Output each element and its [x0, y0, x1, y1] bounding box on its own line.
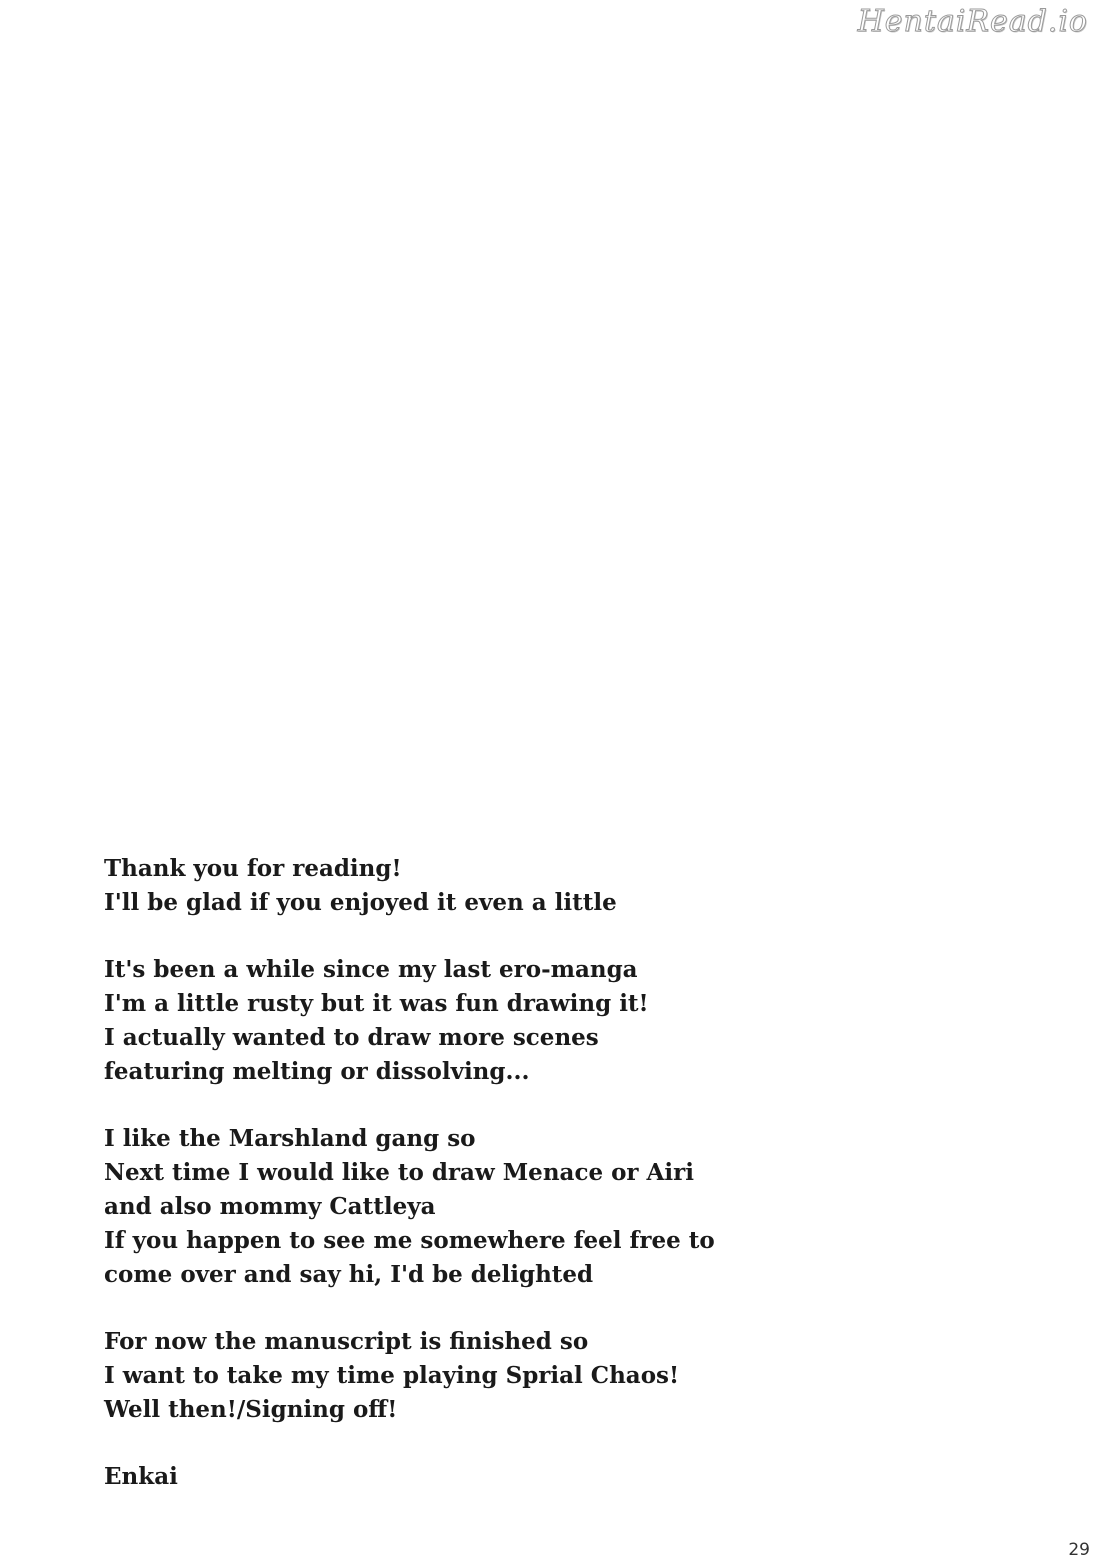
afterword-text: [104, 852, 824, 1494]
author-signature: Enkai: [104, 1463, 178, 1491]
paragraph-drawing: [104, 953, 824, 1088]
text-line: and also mommy Cattleya: [104, 1192, 436, 1220]
text-line: I want to take my time playing Sprial Chaos!: [104, 1361, 680, 1389]
text-line: I'm a little rusty but it was fun drawing it!: [104, 990, 649, 1018]
text-line: I like the Marshland gang so: [104, 1125, 476, 1153]
text-line: It's been a while since my last ero-manga: [104, 956, 638, 984]
text-line: If you happen to see me somewhere feel free to: [104, 1226, 715, 1254]
paragraph-thanks: [104, 852, 824, 920]
watermark: HentaiRead.io: [857, 4, 1088, 39]
text-line: featuring melting or dissolving...: [104, 1057, 530, 1085]
text-line: For now the manuscript is finished so: [104, 1328, 589, 1356]
paragraph-next-time: [104, 1122, 824, 1291]
page-number: 29: [1068, 1540, 1090, 1560]
text-line: come over and say hi, I'd be delighted: [104, 1260, 594, 1288]
text-line: Next time I would like to draw Menace or Airi: [104, 1159, 694, 1187]
paragraph-signing-off: [104, 1325, 824, 1426]
text-line: Thank you for reading!: [104, 855, 402, 882]
text-line: I actually wanted to draw more scenes: [104, 1023, 599, 1051]
text-line: Well then!/Signing off!: [104, 1395, 398, 1423]
text-line: I'll be glad if you enjoyed it even a little: [104, 888, 617, 916]
